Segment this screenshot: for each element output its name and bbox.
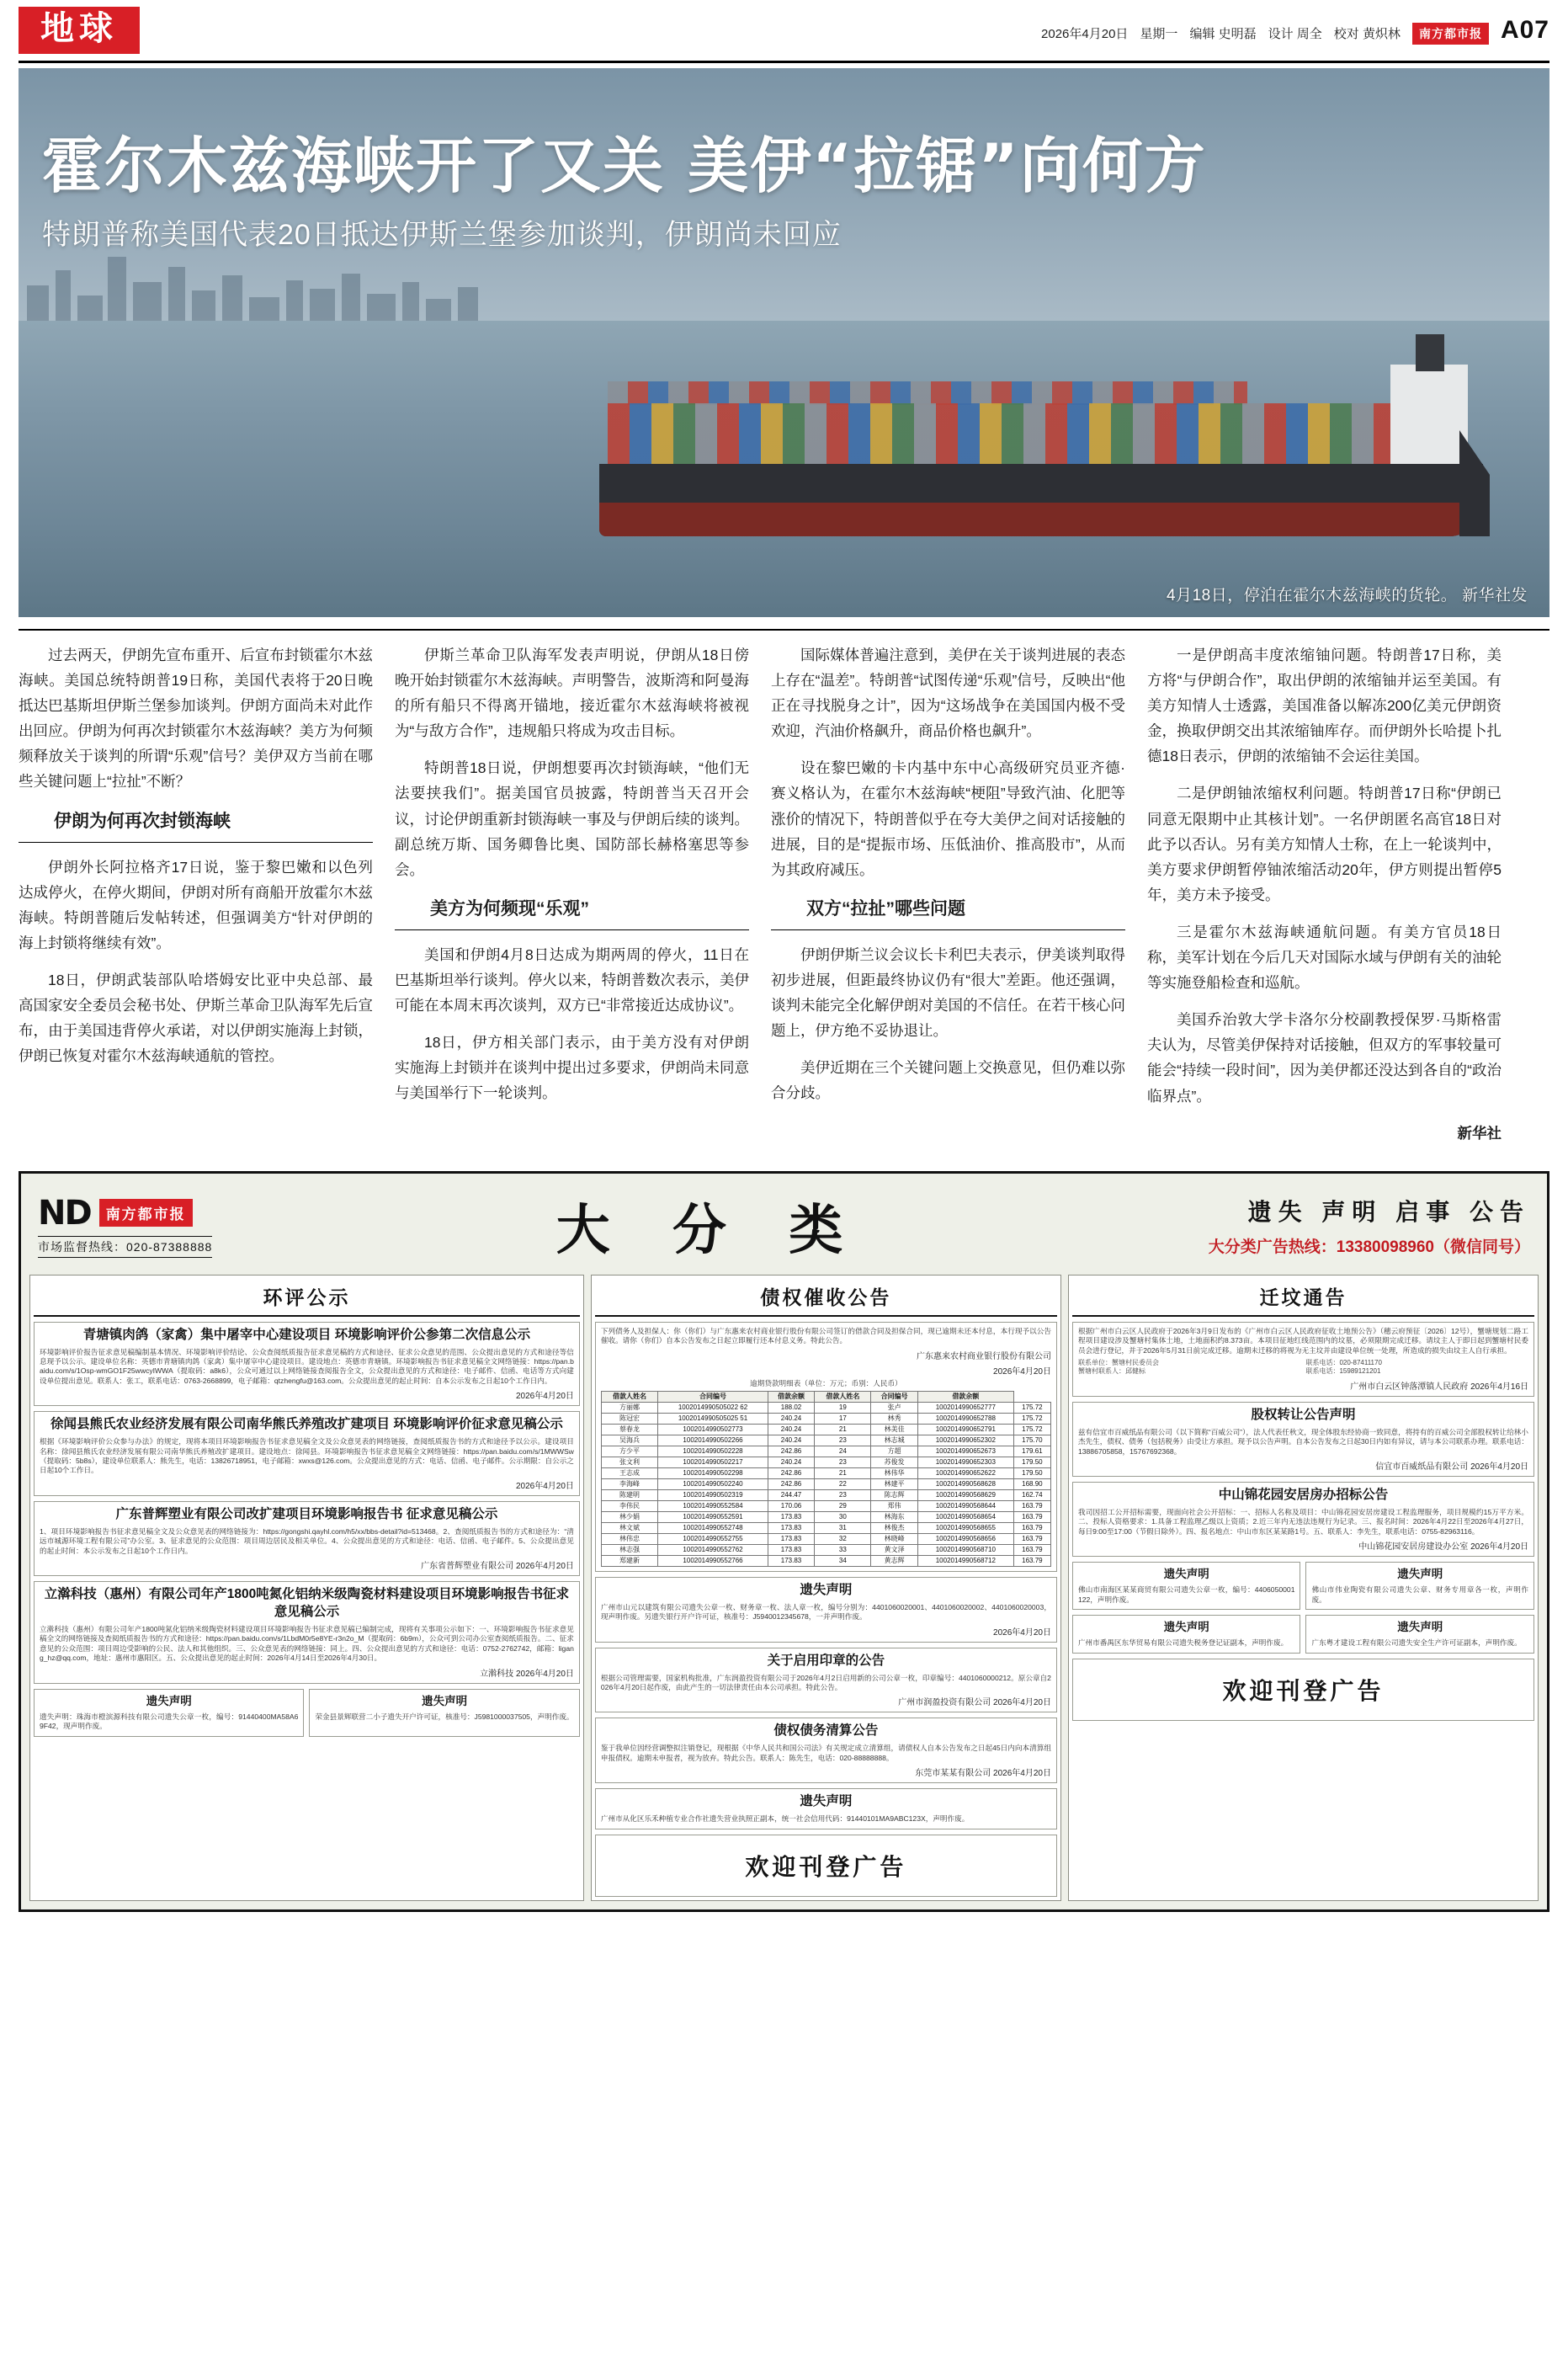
table-cell: 1002014990568655 <box>917 1522 1013 1533</box>
ad-body: 广州市番禺区东华贸易有限公司遗失税务登记证副本，声明作废。 <box>1077 1638 1289 1648</box>
ad-item[interactable] <box>34 1322 580 1407</box>
ad-title: 遗失声明 <box>422 1694 468 1707</box>
table-row <box>601 1544 1050 1555</box>
ad-signature: 立濣科技 2026年4月20日 <box>480 1669 574 1679</box>
classified-categories: 遗失 声明 启事 公告 <box>1247 1199 1530 1226</box>
paragraph: 过去两天，伊朗先宣布重开、后宣布封锁霍尔木兹海峡。美国总统特朗普19日称，美国代表将于20日晚抵达巴基斯坦伊斯兰堡参加谈判。伊朗方面尚未对此作出回应。伊朗为何再次封锁霍尔木兹海峡？美方为何频频释放关于谈判的所谓“乐观”信号？美伊双方当前在哪些关键问题上“拉扯”不断？ <box>19 647 373 791</box>
photo-caption: 4月18日，停泊在霍尔木兹海峡的货轮。 新华社发 <box>1167 587 1528 604</box>
classified-column-2 <box>591 1275 1061 1901</box>
table-cell: 179.50 <box>1013 1467 1050 1478</box>
masthead-designer: 设计 周全 <box>1268 27 1322 41</box>
table-cell: 黄志辉 <box>871 1555 917 1566</box>
table-row <box>601 1467 1050 1478</box>
table-cell: 242.86 <box>768 1478 814 1489</box>
table-row <box>601 1533 1050 1544</box>
ad-item[interactable] <box>34 1501 580 1576</box>
table-cell: 郑建新 <box>601 1555 657 1566</box>
classified-subtitle-block <box>1209 1194 1530 1257</box>
column-heading-grave-relocation: 迁坟通告 <box>1072 1279 1534 1317</box>
ad-body: 根据公司管理需要，国家机构批准，广东润盈投资有限公司于2026年4月2日启用新的公司公章一枚，印章编号：4401060000212。原公章自2026年4月20日起作废，由此产生的一切法律责任由本公司承担。特此公告。 <box>600 1673 1051 1692</box>
ad-body: 广州市山元以建筑有限公司遗失公章一枚、财务章一枚、法人章一枚，编号分别为：4401060020001、4401060020002、4401060020003，现声明作废。另遗失银行开户许可证，核准号：J5940012345678，一并声明作废。 <box>600 1602 1051 1622</box>
table-cell: 175.70 <box>1013 1435 1050 1446</box>
table-row <box>601 1511 1050 1522</box>
article-column-1 <box>19 642 373 1158</box>
table-cell: 林美佳 <box>871 1424 917 1435</box>
section-logo: 地球 <box>19 7 140 54</box>
ad-body: 佛山市南海区某某商贸有限公司遗失公章一枚，编号：4406050001122，声明作废。 <box>1077 1585 1295 1604</box>
table-column-header: 借款余额 <box>768 1391 814 1402</box>
paragraph: 18日，伊朗武装部队哈塔姆安比亚中央总部、最高国家安全委员会秘书处、伊斯兰革命卫队海军先后宣布，由于美国违背停火承诺，对以伊朗实施海上封锁，伊朗已恢复对霍尔木兹海峡通航的管控。 <box>19 972 373 1065</box>
table-row <box>601 1402 1050 1413</box>
table-column-header: 合同编号 <box>658 1391 768 1402</box>
ad-title: 遗失声明 <box>1397 1621 1443 1634</box>
ad-title: 青塘镇肉鸽（家禽）集中屠宰中心建设项目 环境影响评价公参第二次信息公示 <box>82 1327 531 1342</box>
table-cell: 1002014990652302 <box>917 1435 1013 1446</box>
debt-table <box>601 1391 1051 1567</box>
ad-body: 我司因招工公开招标需要，现面向社会公开招标：一、招标人名称及项目：中山锦花园安居房建设工程监理服务，项目规模约15万平方米。二、投标人资格要求：1.具备工程监理乙级以上资质；2.近三年内无违法违规行为记录。三、报名时间：2026年4月22日至2026年4月27日，每日9:00至17:00（节假日除外）。四、报名地点：中山市东区某某路1号。五、联系人：李先生，联系电话：0755-82963116。 <box>1077 1507 1529 1536</box>
table-cell: 林俊杰 <box>871 1522 917 1533</box>
ad-signature: 中山锦花园安居房建设办公室 2026年4月20日 <box>1358 1542 1529 1552</box>
table-cell: 168.90 <box>1013 1478 1050 1489</box>
classified-column-1 <box>29 1275 584 1901</box>
ad-body: 根据《环境影响评价公众参与办法》的规定，现将本项目环境影响报告书征求意见稿全文及公众意见表的网络链接，查阅纸质报告书的方式和途径予以公示。建设项目名称：徐闻县熊氏农业经济发展有限公司南华熊氏养殖改扩建项目。建设地点：徐闻县。环境影响报告书征求意见稿全文网络链接：https://pan.baidu.com/s/1MWWSw（提取码：5b8s），建设单位联系人：熊先生，电话：13826718951，电子邮箱：xwxs@126.com。公众提出意见的方式：电话、信函、电子邮件。公示期限：自公示之日起10个工作日。 <box>40 1437 574 1475</box>
table-cell: 24 <box>815 1446 871 1457</box>
paragraph: 特朗普18日说，伊朗想要再次封锁海峡，“他们无法要挟我们”。据美国官员披露，特朗普当天召开会议，讨论伊朗重新封锁海峡一事及与伊朗后续的谈判。副总统万斯、国务卿鲁比奥、国防部长赫格塞思等参会。 <box>395 759 749 878</box>
paragraph: 18日，伊方相关部门表示，由于美方没有对伊朗实施海上封锁并在谈判中提出过多要求，伊朗尚未同意与美国举行下一轮谈判。 <box>395 1034 749 1102</box>
welcome-ad-left[interactable]: 欢迎刊登广告 <box>595 1835 1057 1897</box>
paragraph: 伊朗外长阿拉格齐17日说，鉴于黎巴嫩和以色列达成停火，在停火期间，伊朗对所有商船开放霍尔木兹海峡。特朗普随后发帖转述，但强调美方“针对伊朗的海上封锁将继续有效”。 <box>19 858 373 951</box>
table-cell: 林晓峰 <box>871 1533 917 1544</box>
container-stack <box>608 403 1399 466</box>
table-header-row <box>601 1391 1050 1402</box>
table-cell: 33 <box>815 1544 871 1555</box>
ad-title: 股权转让公告声明 <box>1251 1407 1356 1422</box>
ship-hull <box>599 464 1483 536</box>
table-cell: 林志强 <box>601 1544 657 1555</box>
container-stack-upper <box>608 381 1247 405</box>
classified-section <box>19 1171 1549 1912</box>
table-cell: 163.79 <box>1013 1555 1050 1566</box>
ad-signature: 东莞市某某有限公司 2026年4月20日 <box>915 1769 1051 1779</box>
debt-notice[interactable] <box>595 1322 1057 1572</box>
table-row <box>601 1446 1050 1457</box>
table-row <box>601 1413 1050 1424</box>
ad-item[interactable] <box>34 1581 580 1684</box>
nd-mark-icon: ND <box>38 1193 91 1233</box>
table-cell: 31 <box>815 1522 871 1533</box>
table-cell: 1002014990552762 <box>658 1544 768 1555</box>
table-cell: 蔡春龙 <box>601 1424 657 1435</box>
ad-signature: 信宜市百威纸品有限公司 2026年4月20日 <box>1375 1462 1529 1472</box>
table-cell: 1002014990568656 <box>917 1533 1013 1544</box>
table-cell: 29 <box>815 1500 871 1511</box>
table-cell: 陈冠宏 <box>601 1413 657 1424</box>
page-title: 霍尔木兹海峡开了又关 美伊“拉锯”向何方 <box>42 130 1207 201</box>
table-cell: 1002014990552584 <box>658 1500 768 1511</box>
table-cell: 1002014990505022 62 <box>658 1402 768 1413</box>
table-cell: 1002014990552755 <box>658 1533 768 1544</box>
masthead <box>19 0 1549 63</box>
ad-item[interactable] <box>309 1689 579 1737</box>
table-cell: 173.83 <box>768 1522 814 1533</box>
table-row <box>601 1478 1050 1489</box>
table-cell: 1002014990502240 <box>658 1478 768 1489</box>
ad-item[interactable] <box>595 1718 1057 1783</box>
table-cell: 1002014990552766 <box>658 1555 768 1566</box>
table-cell: 244.47 <box>768 1489 814 1500</box>
table-cell: 1002014990552748 <box>658 1522 768 1533</box>
table-cell: 173.83 <box>768 1555 814 1566</box>
ad-body: 兹有信宜市百威纸品有限公司（以下简称“百威公司”），法人代表任秋文，现全体股东经协商一致同意，将持有的百威公司全部股权转让给林小杰先生，债权、债务（包括税务）由受让方承担。现予以公告声明。自本公告发布之日起30日内如有异议，请与本公司联系办理。联系电话：13886705858，15767692368。 <box>1077 1427 1529 1456</box>
ad-signature: 2026年4月20日 <box>515 1392 574 1402</box>
ship-superstructure <box>1390 365 1468 466</box>
ad-item[interactable] <box>595 1577 1057 1643</box>
ad-title: 遗失声明 <box>1163 1568 1209 1581</box>
table-cell: 163.79 <box>1013 1533 1050 1544</box>
table-cell: 240.24 <box>768 1424 814 1435</box>
ad-signature: 广州市润盈投资有限公司 2026年4月20日 <box>898 1698 1051 1708</box>
ad-title: 遗失声明 <box>800 1794 853 1809</box>
ad-body: 1、项目环境影响报告书征求意见稿全文及公众意见表的网络链接为：https://gongshi.qayhl.com/h5/xx/bbs-detail?id=513468。2、查阅纸质报告书的方式和途径为：“清远市城源环境工程有限公司”办公室。3、征求意见的公众范围：项目周边居民及相关单位。4、公众提出意见的方式和途径：电话、信函、电子邮件。5、公众提出意见的起止时间：本公示发布之日起10个工作日内。 <box>40 1526 574 1555</box>
ad-item[interactable] <box>1072 1482 1534 1557</box>
ad-signature: 2026年4月20日 <box>515 1481 574 1491</box>
table-cell: 23 <box>815 1435 871 1446</box>
table-cell: 240.24 <box>768 1457 814 1467</box>
table-cell: 李海峰 <box>601 1478 657 1489</box>
ad-mini-row <box>1072 1615 1534 1654</box>
ad-title: 遗失声明 <box>1397 1568 1443 1581</box>
paragraph: 美国和伊朗4月8日达成为期两周的停火，11日在巴基斯坦举行谈判。停火以来，特朗普数次表示，美伊可能在本周末再次谈判，双方已“非常接近达成协议”。 <box>395 945 749 1015</box>
article-column-3 <box>771 642 1125 1158</box>
ad-item[interactable] <box>1072 1322 1534 1397</box>
paragraph: 伊朗伊斯兰议会议长卡利巴夫表示，伊美谈判取得初步进展，但距最终协议仍有“很大”差距。他还强调，谈判未能完全化解伊朗对美国的不信任。在若干核心问题上，伊方绝不妥协退让。 <box>771 945 1125 1040</box>
table-cell: 苏俊发 <box>871 1457 917 1467</box>
table-cell: 1002014990652791 <box>917 1424 1013 1435</box>
table-cell: 1002014990568712 <box>917 1555 1013 1566</box>
table-cell: 173.83 <box>768 1511 814 1522</box>
subheading: 双方“拉扯”哪些问题 <box>771 894 1125 930</box>
ad-body: 环境影响评价报告征求意见稿编制基本情况、环境影响评价结论、公众查阅纸质报告征求意见稿的方式和途径、征求公众意见的范围、公众提出意见的方式和途径等信息现予以公示。建设单位名称：英德市青塘镇肉鸽（家禽）集中屠宰中心建设项目。建设地点：英德市青塘镇。环境影响报告书征求意见稿全文网络链接：https://pan.baidu.com/s/1Osp-wmGO1F25wwcyIWWA（提取码：a8k6），公众可通过以上网络链接查阅报告全文，公众提出意见的方式和途径：电子邮件、信函、电话等方式向建设单位提出意见。联系人：张工，联系电话：0763-2668899，电子邮箱：qtzhengfu@163.com。公众提出意见的起止时间：自本公示发布之日起10个工作日内。 <box>40 1347 574 1385</box>
table-cell: 242.86 <box>768 1446 814 1457</box>
ad-item[interactable] <box>595 1788 1057 1829</box>
ad-signature: 2026年4月20日 <box>993 1627 1051 1638</box>
paragraph: 设在黎巴嫩的卡内基中东中心高级研究员亚齐德·赛义格认为，在霍尔木兹海峡“梗阻”导致汽油、化肥等涨价的情况下，特朗普似乎在夸大美伊之间对话接触的进展，目的是“提振市场、压低油价、推高股市”，从而为其政府减压。 <box>771 759 1125 878</box>
table-cell: 175.72 <box>1013 1424 1050 1435</box>
table-cell: 23 <box>815 1489 871 1500</box>
ad-title: 徐闻县熊氏农业经济发展有限公司南华熊氏养殖改扩建项目 环境影响评价征求意见稿公示 <box>50 1417 563 1432</box>
table-cell: 方少平 <box>601 1446 657 1457</box>
masthead-info <box>1041 16 1549 45</box>
ad-item[interactable] <box>1072 1615 1301 1654</box>
table-cell: 163.79 <box>1013 1511 1050 1522</box>
classified-column-3 <box>1068 1275 1539 1901</box>
ad-body: 鉴于我单位因经营调整拟注销登记，现根据《中华人民共和国公司法》有关规定成立清算组，请债权人自本公告发布之日起45日内向本清算组申报债权。逾期未申报者，视为放弃。特此公告。联系人：陈先生，电话：020-88888888。 <box>600 1744 1051 1762</box>
table-cell: 1002014990652788 <box>917 1413 1013 1424</box>
article-column-4 <box>1147 642 1502 1158</box>
paragraph: 美国乔治敦大学卡洛尔分校副教授保罗·马斯格雷夫认为，尽管美伊保持对话接触，但双方的军事较量可能会“持续一段时间”，因为美伊都还没达到各自的“政治临界点”。 <box>1147 1011 1502 1105</box>
ad-title: 遗失声明 <box>146 1694 192 1707</box>
table-column-header: 借款人姓名 <box>815 1391 871 1402</box>
headline-block <box>19 130 1549 253</box>
table-cell: 163.79 <box>1013 1500 1050 1511</box>
table-cell: 林志城 <box>871 1435 917 1446</box>
table-cell: 1002014990502298 <box>658 1467 768 1478</box>
table-cell: 林少娟 <box>601 1511 657 1522</box>
table-cell: 林海东 <box>871 1511 917 1522</box>
nd-logo <box>38 1194 212 1258</box>
table-cell: 17 <box>815 1413 871 1424</box>
ad-signature: 广州市白云区钟落潭镇人民政府 2026年4月16日 <box>1350 1382 1529 1392</box>
table-cell: 1002014990652622 <box>917 1467 1013 1478</box>
article-column-2 <box>395 642 749 1158</box>
table-cell: 30 <box>815 1511 871 1522</box>
ad-title: 广东普辉塑业有限公司改扩建项目环境影响报告书 征求意见稿公示 <box>115 1506 498 1521</box>
article-body <box>19 629 1549 1158</box>
table-cell: 162.74 <box>1013 1489 1050 1500</box>
table-cell: 方超 <box>871 1446 917 1457</box>
market-hotline: 市场监督热线：020-87388888 <box>38 1236 212 1258</box>
table-cell: 林伟华 <box>871 1467 917 1478</box>
classified-header <box>29 1182 1539 1275</box>
table-cell: 1002014990502266 <box>658 1435 768 1446</box>
table-cell: 1002014990505025 51 <box>658 1413 768 1424</box>
table-cell: 1002014990568654 <box>917 1511 1013 1522</box>
table-column-header: 合同编号 <box>871 1391 917 1402</box>
classified-columns <box>29 1275 1539 1901</box>
table-cell: 林秀 <box>871 1413 917 1424</box>
column-heading-environmental: 环评公示 <box>34 1279 580 1317</box>
ad-contact: 联系单位：蟹塘村民委员会 <box>1077 1358 1159 1366</box>
paragraph: 三是霍尔木兹海峡通航问题。有美方官员18日称，美军计划在今后几天对国际水域与伊朗有关的油轮等实施登船检查和巡航。 <box>1147 923 1502 992</box>
ad-title: 债权债务清算公告 <box>773 1723 879 1739</box>
paragraph: 美伊近期在三个关键问题上交换意见，但仍难以弥合分歧。 <box>771 1059 1125 1102</box>
table-cell: 张卢 <box>871 1402 917 1413</box>
table-cell: 242.86 <box>768 1467 814 1478</box>
ad-body: 立濣科技（惠州）有限公司年产1800吨氮化铝纳米级陶瓷材料建设项目环境影响报告书征求意见稿已编制完成，现将有关事项公示如下：一、环境影响报告书征求意见稿全文的网络链接及查阅纸质报告书的方式和途径：https://pan.baidu.com/s/1LbdM0r5e8YE-r3n2o_M（提取码：6b9m），公众可到公司办公室查阅纸质报告。二、征求意见的公众范围：项目周边受影响的公民、法人和其他组织。三、公众意见表的网络链接：同上。四、公众提出意见的方式和途径：电话：0752-2762742，邮箱：ligang_hz@qq.com，地址：惠州市惠阳区。五、公众提出意见的起止时间：2026年4月14日至2026年4月30日。 <box>40 1624 574 1663</box>
table-cell: 林建平 <box>871 1478 917 1489</box>
table-cell: 黄文泽 <box>871 1544 917 1555</box>
table-cell: 1002014990502773 <box>658 1424 768 1435</box>
table-cell: 1002014990502228 <box>658 1446 768 1457</box>
ad-contact-phone: 联系电话：020-87411170 <box>1305 1358 1382 1366</box>
debt-table-title: 逾期贷款明细表（单位：万元；币别：人民币） <box>750 1378 902 1387</box>
paragraph: 国际媒体普遍注意到，美伊在关于谈判进展的表态上存在“温差”。特朗普“试图传递“乐观”信号，反映出“他正在寻找脱身之计”，因为“这场战争在美国国内极不受欢迎，汽油价格飙升，商品价格也飙升”。 <box>771 647 1125 740</box>
table-cell: 22 <box>815 1478 871 1489</box>
welcome-ad-right[interactable]: 欢迎刊登广告 <box>1072 1659 1534 1721</box>
masthead-editor: 编辑 史明磊 <box>1189 27 1257 41</box>
paper-name-badge: 南方都市报 <box>1412 23 1489 45</box>
table-cell: 21 <box>815 1424 871 1435</box>
table-cell: 1002014990652673 <box>917 1446 1013 1457</box>
classified-hotline: 大分类广告热线：13380098960（微信同号） <box>1208 1238 1530 1257</box>
table-row <box>601 1457 1050 1467</box>
debt-intro: 下列债务人及担保人：你（你们）与广东惠来农村商业银行股份有限公司签订的借款合同及担保合同，现已逾期未还本付息，本行现予以公告催收。请你（你们）自本公告发布之日起立即履行还本付息义务。特此公告。 <box>600 1326 1051 1345</box>
table-cell: 21 <box>815 1467 871 1478</box>
table-row <box>601 1435 1050 1446</box>
ad-contact-phone: 联系电话：15989121201 <box>1305 1367 1381 1376</box>
ad-item[interactable] <box>1305 1562 1534 1610</box>
table-cell: 175.72 <box>1013 1402 1050 1413</box>
table-row <box>601 1522 1050 1533</box>
table-cell: 34 <box>815 1555 871 1566</box>
ad-body: 遗失声明：珠海市橙滨源科技有限公司遗失公章一枚，编号：91440400MA58A69F42，现声明作废。 <box>40 1712 299 1731</box>
paragraph: 伊斯兰革命卫队海军发表声明说，伊朗从18日傍晚开始封锁霍尔木兹海峡。声明警告，波斯湾和阿曼海的所有船只不得离开锚地，接近霍尔木兹海峡将被视为“与敌方合作”，违规船只将成为攻击目标。 <box>395 647 749 740</box>
table-cell: 吴海兵 <box>601 1435 657 1446</box>
table-cell: 175.72 <box>1013 1413 1050 1424</box>
table-cell: 170.06 <box>768 1500 814 1511</box>
paragraph: 一是伊朗高丰度浓缩铀问题。特朗普17日称，美方将“与伊朗合作”，取出伊朗的浓缩铀并运至美国。有美方知情人士透露，美国准备以解冻200亿美元伊朗资金，换取伊朗交出其浓缩铀库存。而伊朗外长哈提卜扎德18日表示，伊朗的浓缩铀不会运往美国。 <box>1147 647 1502 765</box>
paragraph: 二是伊朗铀浓缩权利问题。特朗普17日称“伊朗已同意无限期中止其核计划”。一名伊朗匿名高官18日对此予以否认。另有美方知情人士称，在上一轮谈判中，美方要求伊朗暂停铀浓缩活动20年，伊方则提出暂停5年，美方未予接受。 <box>1147 785 1502 903</box>
table-cell: 1002014990652303 <box>917 1457 1013 1467</box>
ad-item[interactable] <box>1305 1615 1534 1654</box>
table-cell: 163.79 <box>1013 1544 1050 1555</box>
table-cell: 1002014990652777 <box>917 1402 1013 1413</box>
ad-body: 荣金县景辉联营二小子遗失开户许可证，核准号：J5981000037505，声明作废。 <box>315 1712 574 1721</box>
table-cell: 方丽娜 <box>601 1402 657 1413</box>
page-number: A07 <box>1500 16 1549 44</box>
table-cell: 188.02 <box>768 1402 814 1413</box>
table-cell: 陈建明 <box>601 1489 657 1500</box>
table-cell: 王志成 <box>601 1467 657 1478</box>
table-cell: 1002014990502319 <box>658 1489 768 1500</box>
table-cell: 173.83 <box>768 1533 814 1544</box>
ad-item[interactable] <box>1072 1402 1534 1477</box>
ad-item[interactable] <box>595 1648 1057 1713</box>
table-column-header: 借款人姓名 <box>601 1391 657 1402</box>
ad-title: 立濣科技（惠州）有限公司年产1800吨氮化铝纳米级陶瓷材料建设项目环境影响报告书征求意见稿公示 <box>44 1587 570 1620</box>
table-cell: 林文斌 <box>601 1522 657 1533</box>
table-cell: 240.24 <box>768 1435 814 1446</box>
table-cell: 1002014990568629 <box>917 1489 1013 1500</box>
table-cell: 1002014990568710 <box>917 1544 1013 1555</box>
subheading: 伊朗为何再次封锁海峡 <box>19 807 373 843</box>
classified-title: 大 分 类 <box>555 1199 865 1262</box>
table-cell: 郑伟 <box>871 1500 917 1511</box>
brand-name: 南方都市报 <box>99 1199 193 1227</box>
ad-title: 中山锦花园安居房办招标公告 <box>1218 1487 1389 1502</box>
ad-title: 遗失声明 <box>1163 1621 1209 1634</box>
ad-body: 广东粤才建设工程有限公司遗失安全生产许可证副本，声明作废。 <box>1311 1638 1522 1648</box>
table-cell: 23 <box>815 1457 871 1467</box>
table-cell: 179.61 <box>1013 1446 1050 1457</box>
ad-item[interactable] <box>34 1411 580 1496</box>
article-source: 新华社 <box>1457 1124 1502 1142</box>
ad-mini-row <box>34 1689 580 1737</box>
ad-contact: 蟹塘村联系人：邱健标 <box>1077 1367 1145 1376</box>
table-cell: 陈志辉 <box>871 1489 917 1500</box>
table-cell: 32 <box>815 1533 871 1544</box>
table-cell: 张文利 <box>601 1457 657 1467</box>
city-skyline <box>19 249 490 329</box>
table-row <box>601 1500 1050 1511</box>
ad-item[interactable] <box>1072 1562 1301 1610</box>
ad-body: 根据广州市白云区人民政府于2026年3月9日发布的《广州市白云区人民政府征收土地预公告》（穗云府预征〔2026〕12号），蟹塘规划二路工程项目建设涉及蟹塘村集体土地，土地面积约8.373亩。本项目征地红线范围内的坟墓，必须限期完成迁移。请坟主人于即日起到蟹塘村民委员会进行登记，并于2026年5月31日前完成迁移。逾期未迁移的将视为无主坟并由建设单位统一处理，所造成的损失由坟主人自行承担。 <box>1077 1326 1529 1355</box>
table-cell: 173.83 <box>768 1544 814 1555</box>
ad-body: 佛山市伟业陶瓷有限公司遗失公章、财务专用章各一枚，声明作废。 <box>1311 1585 1529 1604</box>
ad-body: 广州市从化区乐禾种植专业合作社遗失营业执照正副本，统一社会信用代码：91440101MA9ABC123X，声明作废。 <box>600 1814 970 1824</box>
table-cell: 林伟忠 <box>601 1533 657 1544</box>
masthead-weekday: 星期一 <box>1140 27 1178 41</box>
hero-photo <box>19 68 1549 617</box>
ad-mini-row <box>1072 1562 1534 1610</box>
debt-date: 2026年4月20日 <box>993 1366 1051 1377</box>
table-cell: 240.24 <box>768 1413 814 1424</box>
ship-funnel <box>1416 334 1444 371</box>
table-cell: 李伟民 <box>601 1500 657 1511</box>
table-row <box>601 1489 1050 1500</box>
debt-bank: 广东惠来农村商业银行股份有限公司 <box>916 1351 1051 1361</box>
table-cell: 179.50 <box>1013 1457 1050 1467</box>
table-row <box>601 1424 1050 1435</box>
page-subtitle: 特朗普称美国代表20日抵达伊斯兰堡参加谈判，伊朗尚未回应 <box>42 218 842 251</box>
masthead-proofreader: 校对 黄炽林 <box>1333 27 1401 41</box>
table-cell: 1002014990502217 <box>658 1457 768 1467</box>
masthead-date: 2026年4月20日 <box>1041 27 1129 41</box>
table-cell: 1002014990552591 <box>658 1511 768 1522</box>
table-cell: 1002014990568644 <box>917 1500 1013 1511</box>
table-column-header: 借款余额 <box>917 1391 1013 1402</box>
table-cell: 163.79 <box>1013 1522 1050 1533</box>
table-row <box>601 1555 1050 1566</box>
ad-item[interactable] <box>34 1689 304 1737</box>
table-cell: 1002014990568628 <box>917 1478 1013 1489</box>
ad-title: 遗失声明 <box>800 1582 853 1597</box>
table-cell: 19 <box>815 1402 871 1413</box>
ad-signature: 广东省普辉塑业有限公司 2026年4月20日 <box>421 1562 574 1572</box>
subheading: 美方为何频现“乐观” <box>395 894 749 930</box>
ad-title: 关于启用印章的公告 <box>767 1653 885 1668</box>
column-heading-debt: 债权催收公告 <box>595 1279 1057 1317</box>
